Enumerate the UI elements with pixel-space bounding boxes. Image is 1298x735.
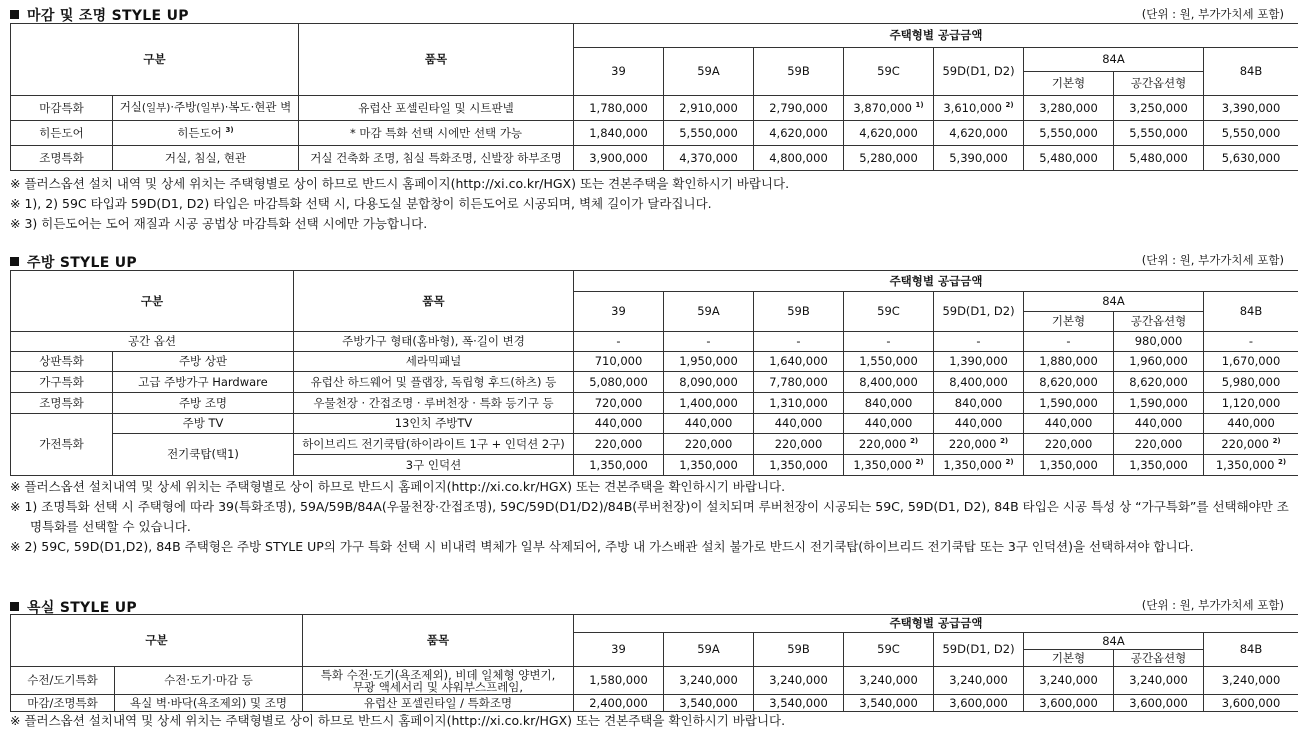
price-cell: 5,630,000 (1204, 146, 1298, 171)
row-category: 조명특화 (11, 393, 113, 414)
row-subcategory: 주방 TV (113, 414, 294, 434)
section-title (10, 252, 137, 272)
price-cell: 3,240,000 (934, 667, 1024, 695)
price-cell: 1,550,000 (844, 352, 934, 372)
price-cell: 440,000 (1204, 414, 1298, 434)
row-subcategory: 거실, 침실, 현관 (113, 146, 299, 171)
price-cell: 1,640,000 (754, 352, 844, 372)
header-type-59a: 59A (664, 292, 754, 332)
price-cell: 3,240,000 (1204, 667, 1298, 695)
price-cell: 1,950,000 (664, 352, 754, 372)
price-cell: 3,600,000 (934, 695, 1024, 712)
header-type-59b: 59B (754, 292, 844, 332)
header-type-39: 39 (574, 633, 664, 667)
price-cell: 7,780,000 (754, 372, 844, 393)
price-cell: 1,670,000 (1204, 352, 1298, 372)
table-row (11, 96, 1298, 121)
header-category: 구분 (11, 24, 299, 96)
price-cell: 3,280,000 (1024, 96, 1114, 121)
price-cell: 5,480,000 (1114, 146, 1204, 171)
table-finish-lighting (10, 23, 1298, 171)
row-item-line: 특화 수전·도기(욕조제외), 비데 일체형 양변기, (320, 667, 556, 682)
header-type-59c: 59C (844, 292, 934, 332)
table-row (11, 414, 1298, 434)
header-type-59d: 59D(D1, D2) (934, 292, 1024, 332)
notes-finish-lighting (10, 174, 1290, 234)
price-cell: 3,240,000 (844, 667, 934, 695)
header-type-84a: 84A (1024, 292, 1204, 312)
price-cell: 8,400,000 (934, 372, 1024, 393)
row-item: 하이브리드 전기쿡탑(하이라이트 1구 + 인덕션 2구) (294, 434, 574, 455)
price-cell: 3,600,000 (1114, 695, 1204, 712)
row-item: * 마감 특화 선택 시에만 선택 가능 (299, 121, 574, 146)
price-cell: 3,240,000 (1024, 667, 1114, 695)
price-cell: 440,000 (934, 414, 1024, 434)
section-title-text: 주방 STYLE UP (27, 255, 137, 271)
price-cell: 440,000 (574, 414, 664, 434)
section-title-text: 마감 및 조명 STYLE UP (27, 8, 189, 24)
table-row (11, 372, 1298, 393)
price-cell: 8,090,000 (664, 372, 754, 393)
price-cell: 3,600,000 (1204, 695, 1298, 712)
price-cell: - (574, 332, 664, 352)
header-84a-basic: 기본형 (1024, 312, 1114, 332)
header-type-59b: 59B (754, 48, 844, 96)
price-cell: 5,080,000 (574, 372, 664, 393)
row-item: 우물천장 · 간접조명 · 루버천장 · 특화 등기구 등 (294, 393, 574, 414)
row-item: 주방가구 형태(홈바형), 폭·길이 변경 (294, 332, 574, 352)
price-cell: 980,000 (1114, 332, 1204, 352)
price-cell: - (844, 332, 934, 352)
price-cell: 2,400,000 (574, 695, 664, 712)
row-subcategory: 수전·도기·마감 등 (115, 667, 303, 695)
section-title (10, 5, 189, 25)
bullet-square-icon (10, 257, 19, 266)
row-category: 조명특화 (11, 146, 113, 171)
notes-bathroom (10, 711, 1290, 731)
price-cell: 2,910,000 (664, 96, 754, 121)
price-cell: 440,000 (1114, 414, 1204, 434)
notes-kitchen (10, 477, 1290, 557)
table-row (11, 695, 1298, 712)
price-cell: 220,000 $^{2)}$ (1204, 434, 1298, 455)
price-cell: 220,000 (664, 434, 754, 455)
table-row (11, 121, 1298, 146)
price-cell: 3,610,000 $^{2)}$ (934, 96, 1024, 121)
header-type-59a: 59A (664, 48, 754, 96)
bullet-square-icon (10, 10, 19, 19)
table-kitchen (10, 270, 1298, 476)
price-cell: 220,000 (1114, 434, 1204, 455)
row-item: 세라믹패널 (294, 352, 574, 372)
row-subcategory: 히든도어 $^{3)}$ (113, 121, 299, 146)
header-84a-space: 공간옵션형 (1114, 650, 1204, 667)
price-cell: 440,000 (1024, 414, 1114, 434)
price-cell: 1,590,000 (1024, 393, 1114, 414)
price-cell: 220,000 (1024, 434, 1114, 455)
row-item: 유럽산 포셀린타일 및 시트판넬 (299, 96, 574, 121)
row-item: 13인치 주방TV (294, 414, 574, 434)
price-cell: 1,840,000 (574, 121, 664, 146)
header-type-59c: 59C (844, 633, 934, 667)
header-type-84b: 84B (1204, 292, 1298, 332)
header-type-59a: 59A (664, 633, 754, 667)
price-cell: 720,000 (574, 393, 664, 414)
row-category: 수전/도기특화 (11, 667, 115, 695)
row-subcategory: 거실(일부)·주방(일부)·복도·현관 벽 (113, 96, 299, 121)
note-line: ※ 1) 조명특화 선택 시 주택형에 따라 39(특화조명), 59A/59B/84A(우물천장·간접조명), 59C/59D(D1/D2)/84B(루버천장)이 설치되며 루버천장이 시공되는 59C, 59D(D1, D2), 84B 타입은 시공 특성 상 “가구특화”를 선택해야만 조명특화를 선택할 수 있습니다. (10, 499, 1289, 534)
price-cell: 1,580,000 (574, 667, 664, 695)
header-item: 품목 (303, 615, 574, 667)
price-cell: 4,620,000 (934, 121, 1024, 146)
price-cell: 1,350,000 $^{2)}$ (844, 455, 934, 476)
price-cell: 3,540,000 (754, 695, 844, 712)
row-category: 마감특화 (11, 96, 113, 121)
price-cell: 8,400,000 (844, 372, 934, 393)
price-cell: 1,880,000 (1024, 352, 1114, 372)
row-category: 가전특화 (11, 414, 113, 476)
header-type-39: 39 (574, 292, 664, 332)
price-cell: 1,350,000 (664, 455, 754, 476)
header-supply-price: 주택형별 공급금액 (574, 24, 1298, 48)
table-row (11, 434, 1298, 455)
row-category: 공간 옵션 (11, 332, 294, 352)
header-item: 품목 (299, 24, 574, 96)
note-line: ※ 플러스옵션 설치내역 및 상세 위치는 주택형별로 상이 하므로 반드시 홈페이지(http://xi.co.kr/HGX) 또는 견본주택을 확인하시기 바랍니다. (10, 713, 786, 728)
price-cell: 3,240,000 (664, 667, 754, 695)
price-cell: 3,870,000 $^{1)}$ (844, 96, 934, 121)
price-cell: - (754, 332, 844, 352)
price-cell: 840,000 (934, 393, 1024, 414)
header-84a-space: 공간옵션형 (1114, 72, 1204, 96)
price-cell: 1,590,000 (1114, 393, 1204, 414)
price-cell: 1,350,000 (1114, 455, 1204, 476)
row-item: 3구 인덕션 (294, 455, 574, 476)
header-type-59b: 59B (754, 633, 844, 667)
price-cell: 1,390,000 (934, 352, 1024, 372)
price-cell: 3,240,000 (754, 667, 844, 695)
price-cell: 2,790,000 (754, 96, 844, 121)
price-cell: 440,000 (754, 414, 844, 434)
price-cell: 4,620,000 (754, 121, 844, 146)
price-cell: 440,000 (664, 414, 754, 434)
row-category: 가구특화 (11, 372, 113, 393)
price-cell: 1,960,000 (1114, 352, 1204, 372)
price-cell: 3,250,000 (1114, 96, 1204, 121)
price-cell: 440,000 (844, 414, 934, 434)
price-cell: 4,800,000 (754, 146, 844, 171)
header-supply-price: 주택형별 공급금액 (574, 615, 1298, 633)
note-line: ※ 3) 히든도어는 도어 재질과 시공 공법상 마감특화 선택 시에만 가능합니다. (10, 216, 428, 231)
price-cell: 5,550,000 (1114, 121, 1204, 146)
header-type-84b: 84B (1204, 48, 1298, 96)
price-cell: 8,620,000 (1114, 372, 1204, 393)
note-line: ※ 1), 2) 59C 타입과 59D(D1, D2) 타입은 마감특화 선택 시, 다용도실 분합창이 히든도어로 시공되며, 벽체 길이가 달라집니다. (10, 196, 712, 211)
row-item: 거실 건축화 조명, 침실 특화조명, 신발장 하부조명 (299, 146, 574, 171)
header-84a-basic: 기본형 (1024, 650, 1114, 667)
bullet-square-icon (10, 602, 19, 611)
row-category: 상판특화 (11, 352, 113, 372)
table-row (11, 667, 1298, 695)
price-cell: 4,370,000 (664, 146, 754, 171)
section-title-text: 욕실 STYLE UP (27, 600, 137, 616)
price-cell: 5,480,000 (1024, 146, 1114, 171)
price-cell: 1,350,000 $^{2)}$ (1204, 455, 1298, 476)
unit-note: (단위 : 원, 부가가치세 포함) (1141, 598, 1284, 612)
row-item-line: 무광 액세서리 및 샤워부스프레임, (352, 679, 524, 694)
price-cell: 1,350,000 (754, 455, 844, 476)
price-cell: 1,350,000 (574, 455, 664, 476)
row-item: 유럽산 포셀린타일 / 특화조명 (303, 695, 574, 712)
price-cell: 3,600,000 (1024, 695, 1114, 712)
row-category: 마감/조명특화 (11, 695, 115, 712)
header-type-39: 39 (574, 48, 664, 96)
price-cell: 3,240,000 (1114, 667, 1204, 695)
price-cell: 840,000 (844, 393, 934, 414)
price-cell: 1,310,000 (754, 393, 844, 414)
price-cell: 5,390,000 (934, 146, 1024, 171)
header-type-84b: 84B (1204, 633, 1298, 667)
table-row (11, 146, 1298, 171)
price-cell: 220,000 $^{2)}$ (934, 434, 1024, 455)
price-cell: 220,000 (754, 434, 844, 455)
price-cell: 5,550,000 (1024, 121, 1114, 146)
price-cell: 3,390,000 (1204, 96, 1298, 121)
row-subcategory: 고급 주방가구 Hardware (113, 372, 294, 393)
note-line: ※ 플러스옵션 설치 내역 및 상세 위치는 주택형별로 상이 하므로 반드시 홈페이지(http://xi.co.kr/HGX) 또는 견본주택을 확인하시기 바랍니다. (10, 176, 790, 191)
header-type-59d: 59D(D1, D2) (934, 48, 1024, 96)
price-cell: 5,550,000 (1204, 121, 1298, 146)
price-cell: 4,620,000 (844, 121, 934, 146)
price-cell: 220,000 (574, 434, 664, 455)
price-cell: 3,900,000 (574, 146, 664, 171)
row-subcategory: 전기쿡탑(택1) (113, 434, 294, 476)
price-cell: 1,350,000 $^{2)}$ (934, 455, 1024, 476)
row-item: 유럽산 하드웨어 및 플랩장, 독립형 후드(하츠) 등 (294, 372, 574, 393)
price-cell: 3,540,000 (664, 695, 754, 712)
note-line: ※ 플러스옵션 설치내역 및 상세 위치는 주택형별로 상이 하므로 반드시 홈페이지(http://xi.co.kr/HGX) 또는 견본주택을 확인하시기 바랍니다. (10, 479, 786, 494)
header-supply-price: 주택형별 공급금액 (574, 271, 1298, 292)
header-type-84a: 84A (1024, 48, 1204, 72)
price-cell: 5,550,000 (664, 121, 754, 146)
price-cell: 8,620,000 (1024, 372, 1114, 393)
row-item (303, 667, 574, 695)
header-type-59c: 59C (844, 48, 934, 96)
table-row (11, 332, 1298, 352)
price-cell: 710,000 (574, 352, 664, 372)
price-cell: - (1024, 332, 1114, 352)
price-cell: 1,400,000 (664, 393, 754, 414)
unit-note: (단위 : 원, 부가가치세 포함) (1141, 253, 1284, 267)
price-cell: - (934, 332, 1024, 352)
row-subcategory: 주방 조명 (113, 393, 294, 414)
price-cell: 1,120,000 (1204, 393, 1298, 414)
header-84a-basic: 기본형 (1024, 72, 1114, 96)
header-item: 품목 (294, 271, 574, 332)
price-cell: - (664, 332, 754, 352)
unit-note: (단위 : 원, 부가가치세 포함) (1141, 7, 1284, 21)
table-row (11, 352, 1298, 372)
price-cell: 1,780,000 (574, 96, 664, 121)
header-category: 구분 (11, 615, 303, 667)
header-category: 구분 (11, 271, 294, 332)
header-84a-space: 공간옵션형 (1114, 312, 1204, 332)
table-row (11, 393, 1298, 414)
row-subcategory: 욕실 벽·바닥(욕조제외) 및 조명 (115, 695, 303, 712)
price-cell: 220,000 $^{2)}$ (844, 434, 934, 455)
header-type-84a: 84A (1024, 633, 1204, 650)
price-cell: 1,350,000 (1024, 455, 1114, 476)
price-cell: - (1204, 332, 1298, 352)
note-line: ※ 2) 59C, 59D(D1,D2), 84B 주택형은 주방 STYLE UP의 가구 특화 선택 시 비내력 벽체가 일부 삭제되어, 주방 내 가스배관 설치 불가로 반드시 전기쿡탑(하이브리드 전기쿡탑 또는 3구 인덕션)을 선택하셔야 합니다. (10, 539, 1194, 554)
price-cell: 5,980,000 (1204, 372, 1298, 393)
row-category: 히든도어 (11, 121, 113, 146)
header-type-59d: 59D(D1, D2) (934, 633, 1024, 667)
row-subcategory: 주방 상판 (113, 352, 294, 372)
price-cell: 5,280,000 (844, 146, 934, 171)
price-cell: 3,540,000 (844, 695, 934, 712)
table-bathroom (10, 614, 1298, 712)
